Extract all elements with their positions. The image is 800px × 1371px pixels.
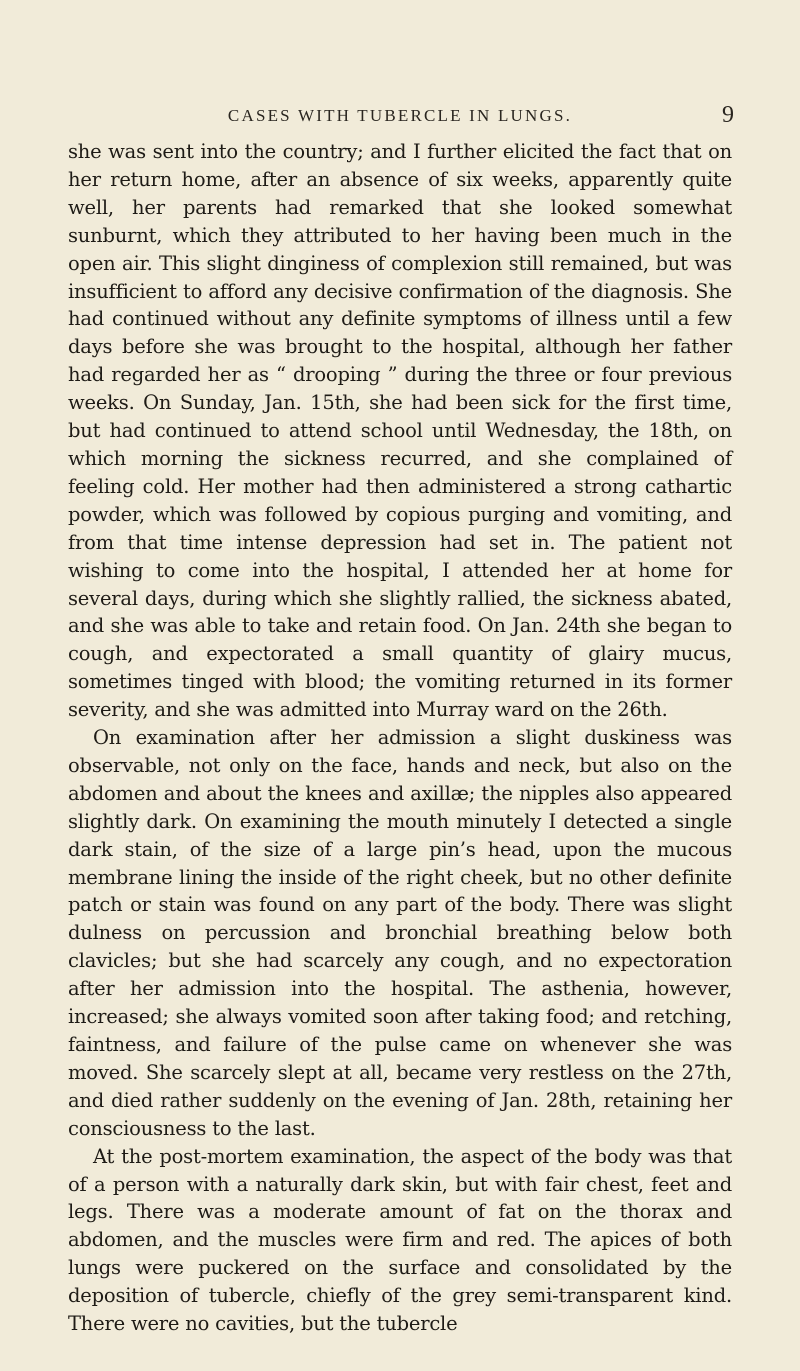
running-title: CASES WITH TUBERCLE IN LUNGS. bbox=[227, 106, 573, 125]
running-head bbox=[0, 102, 800, 132]
page-number: 9 bbox=[722, 102, 734, 128]
paragraph-1: she was sent into the country; and I further elicited the fact that on her return home, after an absence of six weeks, apparently quite well, her parents had remarked that she looked somewhat sunburnt, which they attributed to her having been much in the open air. This slight dinginess of complexion still remained, but was insufficient to afford any decisive confirmation of the diagnosis. She had continued without any definite symptoms of illness until a few days before she was brought to the hospital, although her father had regarded her as “ drooping ” during the three or four previous weeks. On Sunday, Jan. 15th, she had been sick for the first time, but had continued to attend school until Wednesday, the 18th, on which morning the sickness recurred, and she complained of feeling cold. Her mother had then administered a strong cathartic powder, which was followed by copious purging and vomiting, and from that time intense depression had set in. The patient not wishing to come into the hospital, I attended her at home for several days, during which she slightly rallied, the sickness abated, and she was able to take and retain food. On Jan. 24th she began to cough, and expectorated a small quantity of glairy mucus, sometimes tinged with blood; the vomiting returned in its former severity, and she was admitted into Murray ward on the 26th. bbox=[68, 140, 732, 722]
body-text bbox=[68, 138, 732, 1338]
paragraph-3: At the post-mortem examination, the aspect of the body was that of a person with a naturally dark skin, but with fair chest, feet and legs. There was a moderate amount of fat on the thorax and abdomen, and the muscles were firm and red. The apices of both lungs were puckered on the surface and consolidated by the deposition of tubercle, chiefly of the grey semi-transparent kind. There were no cavities, but the tubercle bbox=[68, 1144, 732, 1336]
paragraph-2: On examination after her admission a slight duskiness was observable, not only on the face, hands and neck, but also on the abdomen and about the knees and axillæ; the nipples also appeared slightly dark. On examining the mouth minutely I detected a single dark stain, of the size of a large pin’s head, upon the mucous membrane lining the inside of the right cheek, but no other definite patch or stain was found on any part of the body. There was slight dulness on percussion and bronchial breathing below both clavicles; but she had scarcely any cough, and no expectoration after her admission into the hospital. The asthenia, however, increased; she always vomited soon after taking food; and retching, faintness, and failure of the pulse came on whenever she was moved. She scarcely slept at all, became very restless on the 27th, and died rather suddenly on the evening of Jan. 28th, retaining her consciousness to the last. bbox=[68, 726, 732, 1140]
